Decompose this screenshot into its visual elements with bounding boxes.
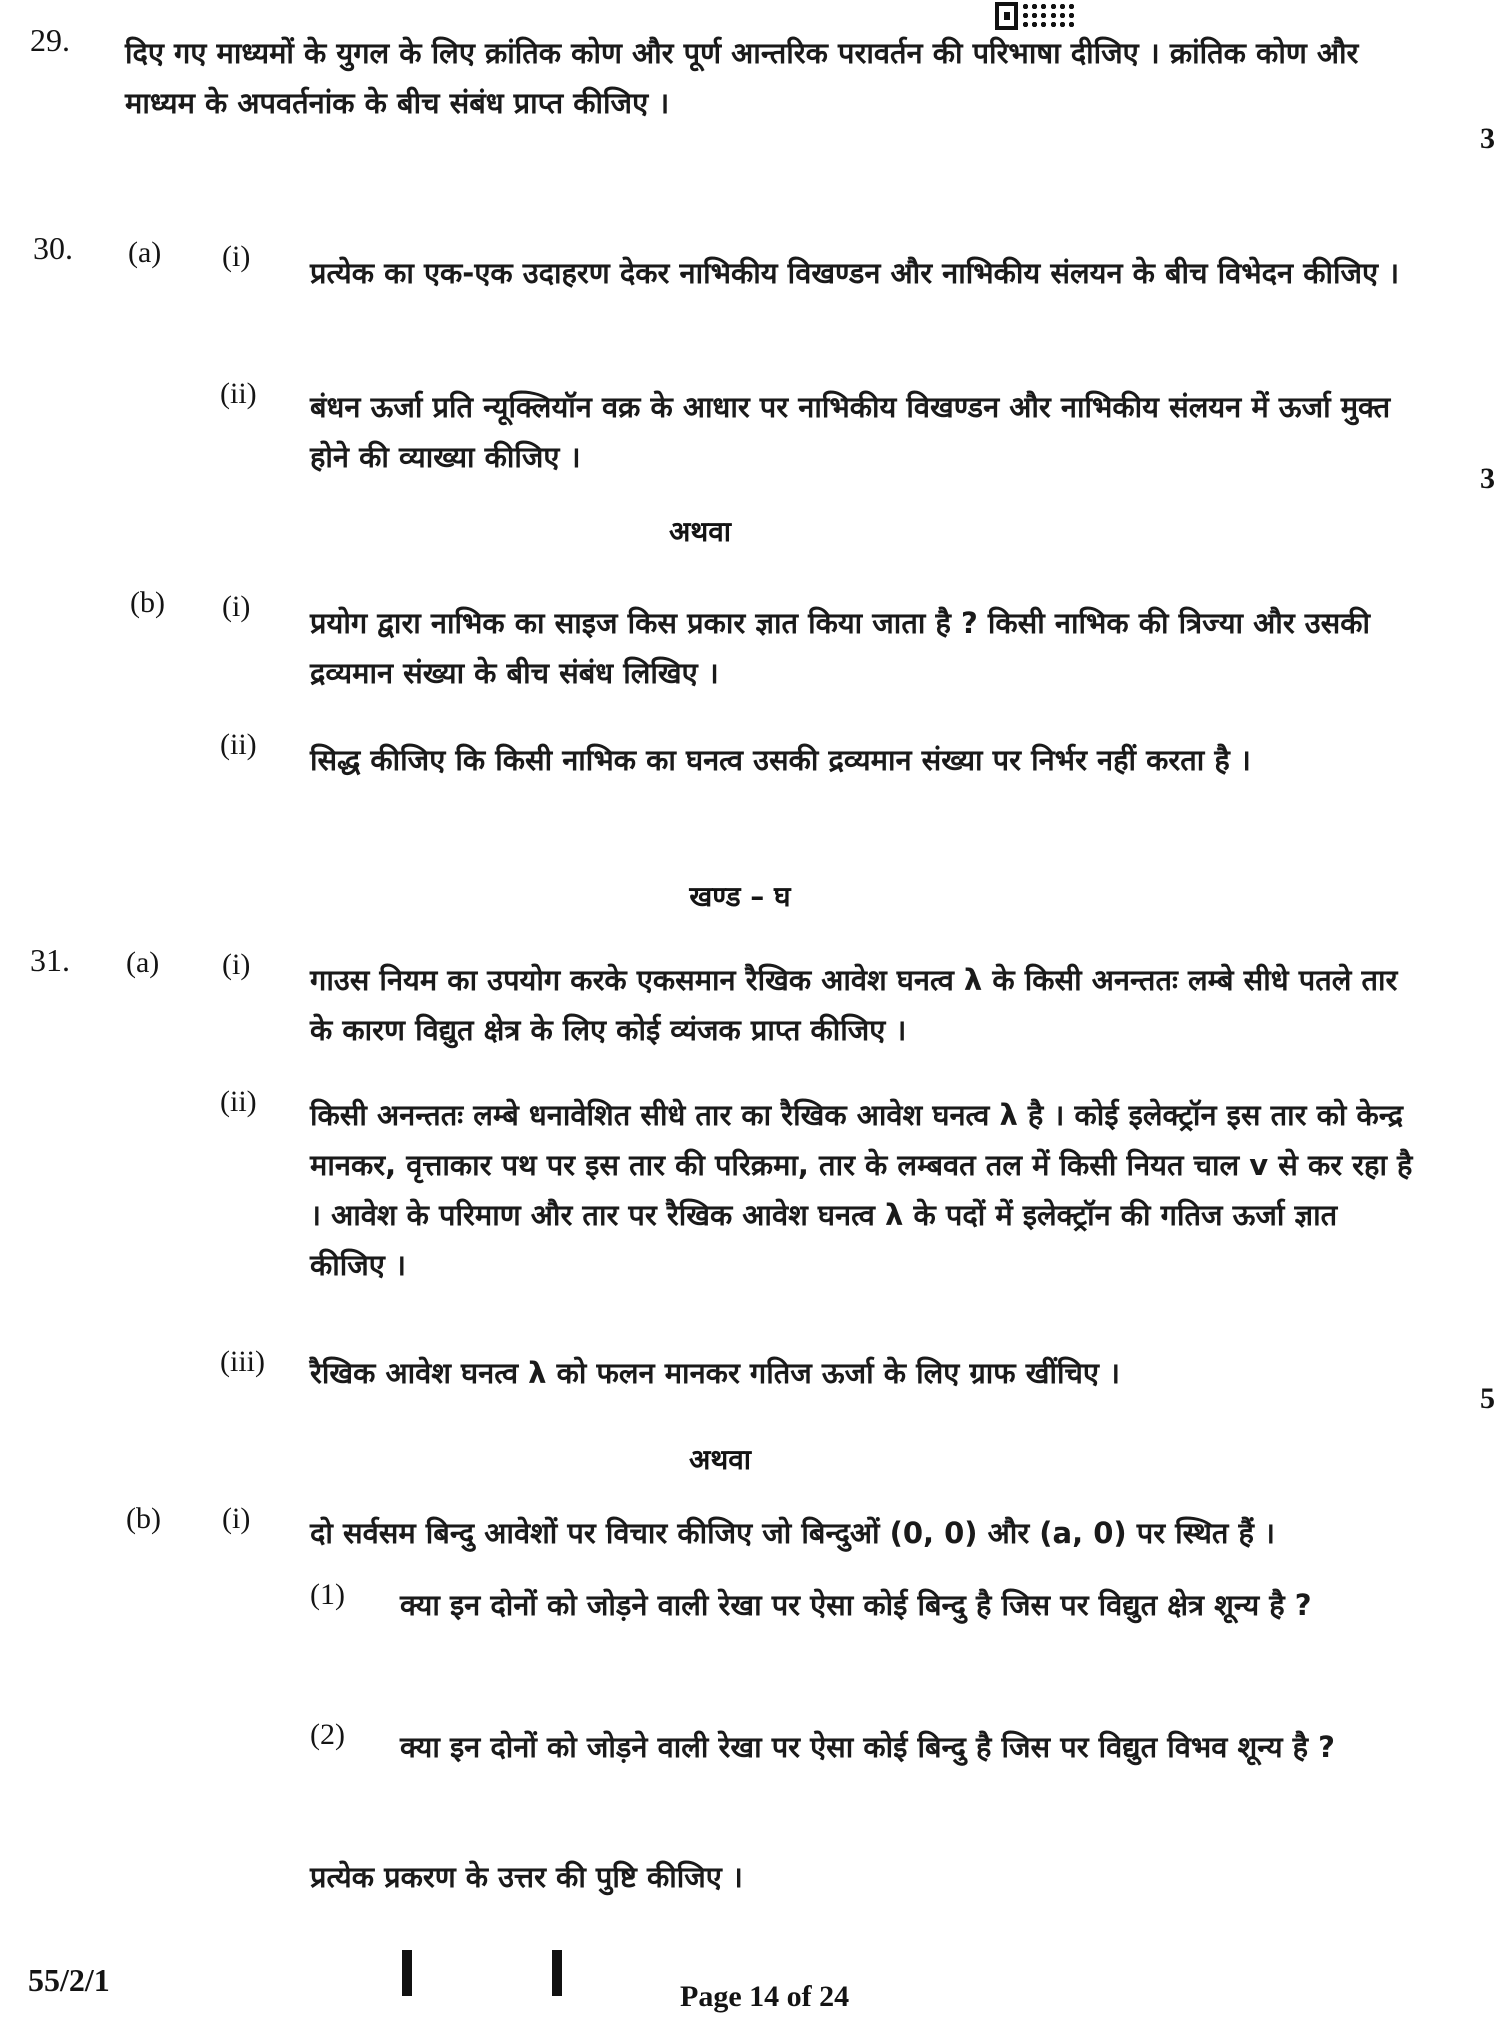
question-31-b-i-label: (i) [222, 1502, 251, 1535]
question-31-marks: 5 [1480, 1382, 1495, 1415]
question-30-marks: 3 [1480, 462, 1495, 495]
question-30-b-ii-text: सिद्ध कीजिए कि किसी नाभिक का घनत्व उसकी द्रव्यमान संख्या पर निर्भर नहीं करता है । [310, 743, 1251, 777]
question-30-part-b-label: (b) [130, 586, 165, 619]
question-30-a-ii-label: (ii) [220, 377, 257, 410]
question-30-b-i-label: (i) [222, 590, 251, 623]
footer-bar-right [552, 1950, 562, 1996]
question-29-number: 29. [30, 22, 70, 58]
section-title: खण्ड – घ [689, 880, 791, 913]
question-31-b-i-text: दो सर्वसम बिन्दु आवेशों पर विचार कीजिए जो बिन्दुओं (0, 0) और (a, 0) पर स्थित हैं । [310, 1516, 1276, 1550]
question-31-b-2-label: (2) [310, 1718, 345, 1751]
question-31-b-1-label: (1) [310, 1578, 345, 1611]
question-31-a-iii-label: (iii) [220, 1345, 265, 1378]
question-30-b-ii-label: (ii) [220, 728, 257, 761]
footer-bar-left [402, 1950, 412, 1996]
question-30-a-i-label: (i) [222, 240, 251, 273]
question-31-b-2-text: क्या इन दोनों को जोड़ने वाली रेखा पर ऐसा कोई बिन्दु है जिस पर विद्युत विभव शून्य है ? [400, 1730, 1335, 1764]
question-31-a-iii-text: रैखिक आवेश घनत्व λ को फलन मानकर गतिज ऊर्जा के लिए ग्राफ खींचिए । [310, 1356, 1121, 1390]
question-31-part-b-label: (b) [126, 1502, 161, 1535]
question-29-marks: 3 [1480, 122, 1495, 155]
question-31-a-ii-text: किसी अनन्ततः लम्बे धनावेशित सीधे तार का रैखिक आवेश घनत्व λ है । कोई इलेक्ट्रॉन इस तार को केन्द्र मानकर, वृत्ताकार पथ पर इस तार की परिक्रमा, तार के लम्बवत तल में किसी नियत चाल v से कर रहा है । आवेश के परिमाण और तार पर रैखिक आवेश घनत्व λ के पदों में इलेक्ट्रॉन की गतिज ऊर्जा ज्ञात कीजिए । [310, 1098, 1413, 1282]
question-30-a-ii-text: बंधन ऊर्जा प्रति न्यूक्लियॉन वक्र के आधार पर नाभिकीय विखण्डन और नाभिकीय संलयन में ऊर्जा मुक्त होने की व्याख्या कीजिए । [310, 390, 1391, 474]
question-31-justify: प्रत्येक प्रकरण के उत्तर की पुष्टि कीजिए । [310, 1860, 743, 1894]
question-29-text: दिए गए माध्यमों के युगल के लिए क्रांतिक कोण और पूर्ण आन्तरिक परावर्तन की परिभाषा दीजिए । क्रांतिक कोण और माध्यम के अपवर्तनांक के बीच संबंध प्राप्त कीजिए । [125, 36, 1359, 120]
question-30-a-i-text: प्रत्येक का एक-एक उदाहरण देकर नाभिकीय विखण्डन और नाभिकीय संलयन के बीच विभेदन कीजिए । [310, 256, 1400, 290]
question-31-b-1-text: क्या इन दोनों को जोड़ने वाली रेखा पर ऐसा कोई बिन्दु है जिस पर विद्युत क्षेत्र शून्य है ? [400, 1588, 1312, 1622]
question-31-or: अथवा [688, 1443, 752, 1476]
question-30-number: 30. [33, 230, 73, 266]
question-30-b-i-text: प्रयोग द्वारा नाभिक का साइज किस प्रकार ज्ञात किया जाता है ? किसी नाभिक की त्रिज्या और उसकी द्रव्यमान संख्या के बीच संबंध लिखिए । [310, 606, 1371, 690]
question-31-a-ii-label: (ii) [220, 1085, 257, 1118]
footer-page-number: Page 14 of 24 [680, 1980, 850, 2013]
footer-paper-code: 55/2/1 [28, 1962, 110, 1998]
question-31-a-i-text: गाउस नियम का उपयोग करके एकसमान रैखिक आवेश घनत्व λ के किसी अनन्ततः लम्बे सीधे पतले तार के कारण विद्युत क्षेत्र के लिए कोई व्यंजक प्राप्त कीजिए । [310, 963, 1398, 1047]
question-31-a-i-label: (i) [222, 948, 251, 981]
question-31-number: 31. [30, 942, 70, 978]
question-30-part-a-label: (a) [128, 236, 162, 269]
question-31-part-a-label: (a) [126, 946, 160, 979]
question-30-or: अथवा [668, 515, 732, 548]
